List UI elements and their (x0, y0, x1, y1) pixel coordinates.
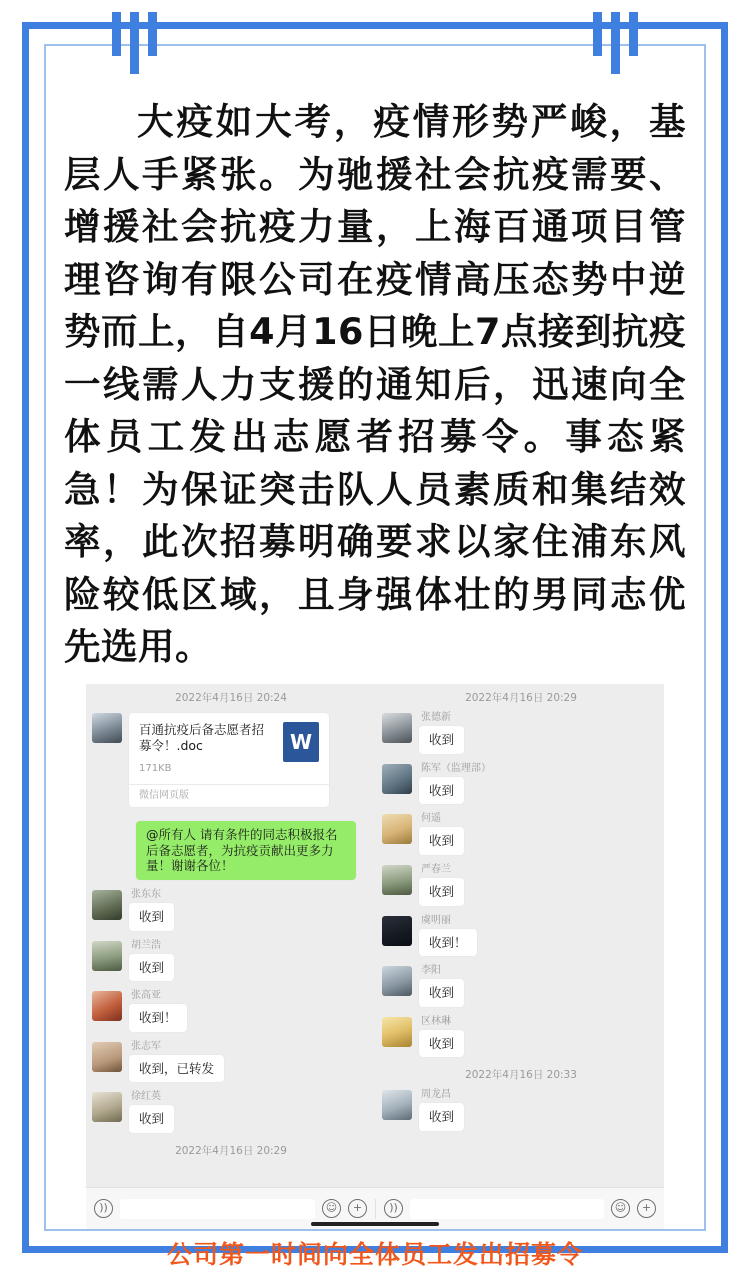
sender-name: 张高亚 (131, 990, 161, 1002)
avatar (92, 1092, 122, 1122)
chat-column-left (92, 684, 370, 1158)
avatar (92, 1042, 122, 1072)
message-bubble: 收到 (419, 777, 464, 805)
sender-name: 何遥 (421, 813, 441, 825)
timestamp: 2022年4月16日 20:24 (175, 692, 287, 705)
plus-icon[interactable]: + (637, 1199, 656, 1218)
message-bubble: 收到！ (129, 1004, 187, 1032)
voice-icon[interactable]: )) (384, 1199, 403, 1218)
message-bubble: 收到 (419, 726, 464, 754)
file-size: 171KB (139, 763, 172, 775)
avatar (382, 713, 412, 743)
message-bubble: 收到 (129, 1105, 174, 1133)
avatar (382, 814, 412, 844)
avatar (382, 916, 412, 946)
list-item[interactable] (92, 1042, 370, 1083)
home-indicator (311, 1222, 439, 1226)
decoration-bars-right (593, 12, 638, 74)
timestamp: 2022年4月16日 20:29 (465, 692, 577, 705)
input-bar-left (86, 1199, 375, 1219)
word-document-icon: W (283, 722, 319, 762)
chat-input-bar (86, 1187, 664, 1229)
avatar (92, 991, 122, 1021)
list-item[interactable] (382, 713, 660, 754)
message-bubble: 收到！ (419, 929, 477, 957)
poster-content (58, 78, 692, 1270)
avatar (382, 966, 412, 996)
avatar (382, 865, 412, 895)
file-name: 百通抗疫后备志愿者招募令！.doc (139, 722, 265, 754)
sender-name: 胡兰浩 (131, 939, 161, 951)
file-message[interactable] (92, 713, 370, 811)
wechat-screenshot (86, 684, 664, 1229)
file-card[interactable] (129, 713, 329, 807)
message-bubble: 收到 (419, 979, 464, 1007)
file-source: 微信网页版 (129, 784, 329, 808)
message-bubble: 收到 (129, 903, 174, 931)
decoration-bars-left (112, 12, 157, 74)
message-bubble: 收到，已转发 (129, 1055, 224, 1083)
headline-text: 大疫如大考，疫情形势严峻，基层人手紧张。为驰援社会抗疫需要、增援社会抗疫力量，上海百通项目管理咨询有限公司在疫情高压态势中逆势而上，自4月16日晚上7点接到抗疫一线需人力支援的通知后，迅速向全体员工发出志愿者招募令。事态紧急！为保证突击队人员素质和集结效率，此次招募明确要求以家住浦东风险较低区域，且身强体壮的男同志优先选用。 (64, 100, 686, 669)
timestamp: 2022年4月16日 20:29 (175, 1145, 287, 1158)
input-bar-right (375, 1199, 664, 1219)
message-bubble: 收到 (129, 954, 174, 982)
list-item[interactable] (382, 764, 660, 805)
chat-message-area (86, 684, 664, 1188)
list-item[interactable] (92, 1092, 370, 1133)
announcement-bubble: @所有人 请有条件的同志积极报名后备志愿者，为抗疫贡献出更多力量！谢谢各位！ (136, 821, 356, 880)
list-item[interactable] (92, 991, 370, 1032)
message-bubble: 收到 (419, 1103, 464, 1131)
announcement-message[interactable] (136, 821, 370, 880)
list-item[interactable] (382, 966, 660, 1007)
emoji-icon[interactable]: ☺ (322, 1199, 341, 1218)
sender-name: 虞明丽 (421, 914, 451, 926)
sender-name: 区林琳 (421, 1015, 451, 1027)
sender-name: 李阳 (421, 965, 441, 977)
sender-name: 张志军 (131, 1040, 161, 1052)
avatar (382, 764, 412, 794)
avatar (382, 1017, 412, 1047)
avatar (382, 1090, 412, 1120)
sender-name: 严春兰 (421, 863, 451, 875)
message-bubble: 收到 (419, 1030, 464, 1058)
timestamp: 2022年4月16日 20:33 (465, 1069, 577, 1082)
list-item[interactable] (382, 916, 660, 957)
voice-icon[interactable]: )) (94, 1199, 113, 1218)
message-bubble: 收到 (419, 827, 464, 855)
avatar (92, 890, 122, 920)
sender-name: 周龙昌 (421, 1089, 451, 1101)
sender-name: 张德新 (421, 712, 451, 724)
sender-name: 陈军（监理部） (421, 762, 491, 774)
list-item[interactable] (382, 1017, 660, 1058)
chat-column-right (382, 684, 660, 1141)
list-item[interactable] (92, 941, 370, 982)
emoji-icon[interactable]: ☺ (611, 1199, 630, 1218)
message-input-left[interactable] (120, 1199, 315, 1219)
list-item[interactable] (382, 1090, 660, 1131)
plus-icon[interactable]: + (348, 1199, 367, 1218)
list-item[interactable] (92, 890, 370, 931)
avatar (92, 941, 122, 971)
caption-text: 公司第一时间向全体员工发出招募令 (166, 1240, 583, 1270)
message-bubble: 收到 (419, 878, 464, 906)
list-item[interactable] (382, 814, 660, 855)
sender-name: 徐红英 (131, 1091, 161, 1103)
sender-name: 张东东 (131, 888, 161, 900)
avatar (92, 713, 122, 743)
list-item[interactable] (382, 865, 660, 906)
message-input-right[interactable] (410, 1199, 604, 1219)
